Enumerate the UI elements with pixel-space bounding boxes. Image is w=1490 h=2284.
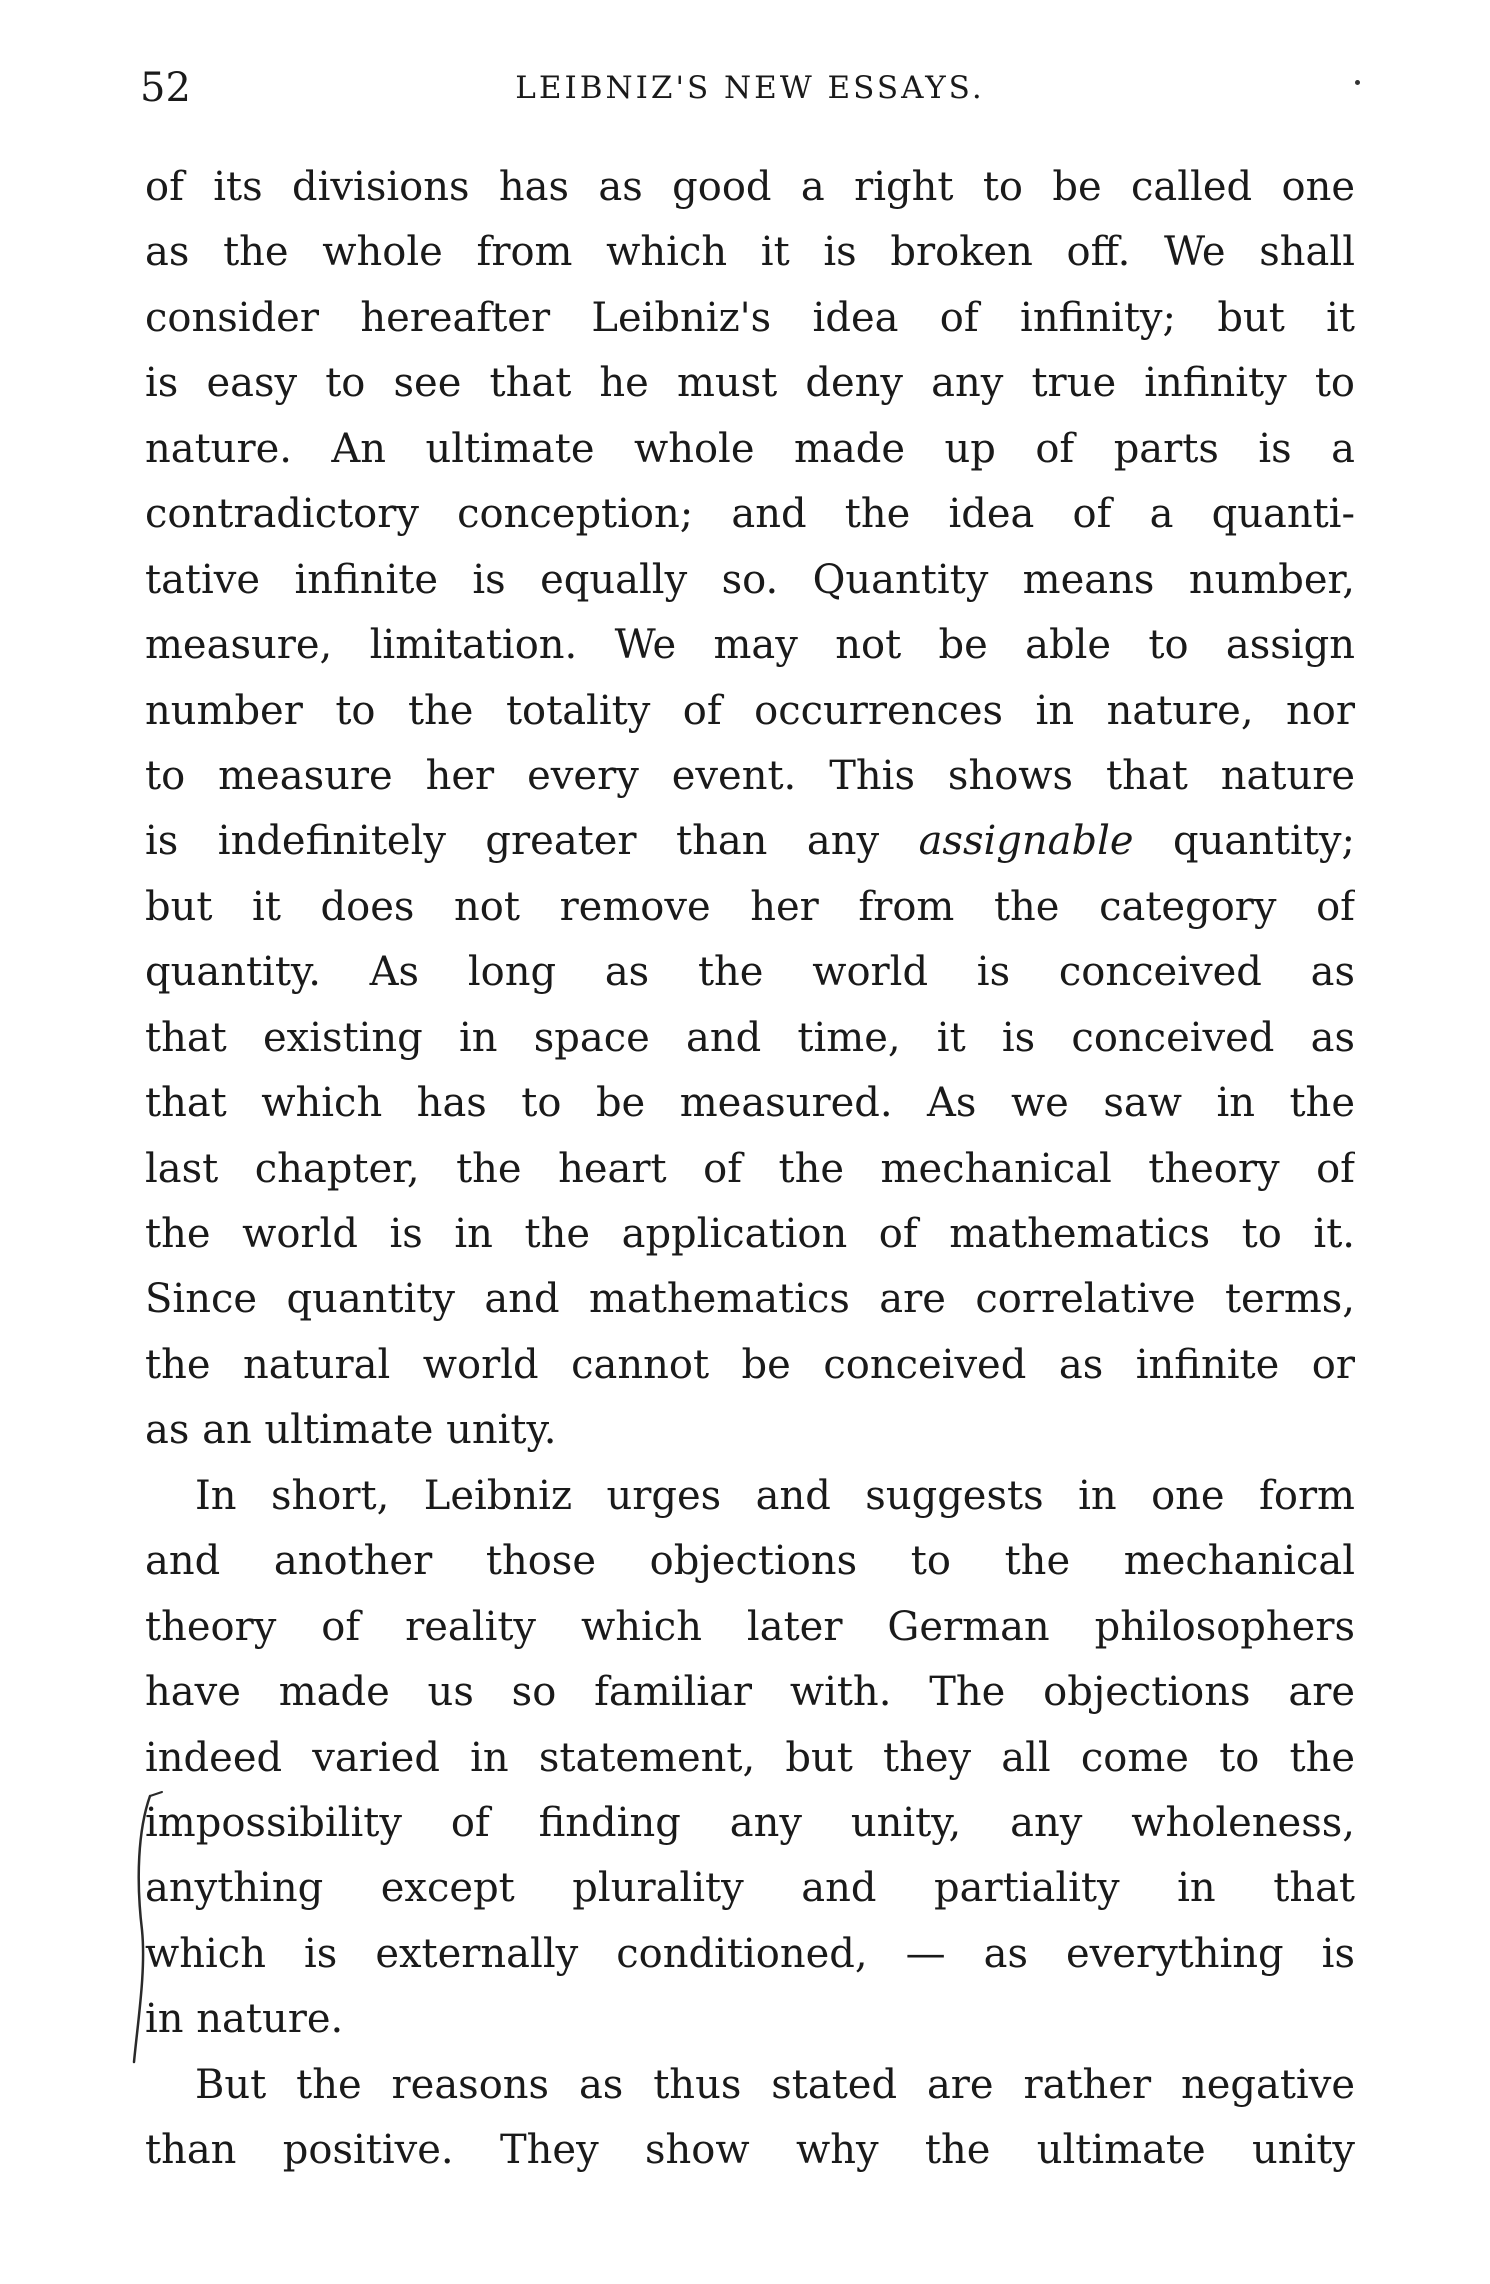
text-line: that existing in space and time, it is conceived as — [145, 1014, 1355, 1061]
text-line: number to the totality of occurrences in nature, nor — [145, 687, 1355, 734]
paragraph-first-line: In short, Leibniz urges and suggests in one form — [195, 1472, 1355, 1519]
text-line: nature. An ultimate whole made up of parts is a — [145, 425, 1355, 472]
text-line: measure, limitation. We may not be able to assign — [145, 622, 1355, 669]
running-title: LEIBNIZ'S NEW ESSAYS. — [515, 70, 985, 106]
text-line: Since quantity and mathematics are correlative terms, — [145, 1276, 1355, 1323]
text-line: is easy to see that he must deny any true infinity to — [145, 360, 1355, 407]
text-line: as the whole from which it is broken off. We shall — [145, 229, 1355, 276]
text-line: impossibility of finding any unity, any wholeness, — [145, 1799, 1355, 1846]
paragraph-first-line: But the reasons as thus stated are rather negative — [195, 2061, 1355, 2108]
text-line: but it does not remove her from the category of — [145, 883, 1355, 930]
text-line: than positive. They show why the ultimate unity — [145, 2127, 1355, 2174]
ink-speck — [1355, 80, 1360, 85]
text-line: consider hereafter Leibniz's idea of infinity; but it — [145, 294, 1355, 341]
text-line: theory of reality which later German philosophers — [145, 1603, 1355, 1650]
text-line: contradictory conception; and the idea of a quanti- — [145, 491, 1355, 538]
page-header — [140, 58, 1360, 118]
text-line: and another those objections to the mechanical — [145, 1538, 1355, 1585]
text-run: is indefinitely greater than any — [145, 818, 919, 865]
body-text — [145, 155, 1355, 2184]
text-line: which is externally conditioned, — as everything is — [145, 1930, 1355, 1977]
text-run: quantity; — [1133, 818, 1355, 865]
text-line: anything except plurality and partiality in that — [145, 1865, 1355, 1912]
text-line: of its divisions has as good a right to be called one — [145, 164, 1355, 210]
text-line: tative infinite is equally so. Quantity means number, — [145, 556, 1355, 603]
text-line: that which has to be measured. As we saw in the — [145, 1080, 1355, 1127]
text-line — [145, 809, 1355, 874]
text-line: have made us so familiar with. The objections are — [145, 1669, 1355, 1716]
text-line: the world is in the application of mathematics to it. — [145, 1211, 1355, 1257]
text-line: the natural world cannot be conceived as infinite or — [145, 1341, 1355, 1388]
text-line: last chapter, the heart of the mechanical theory of — [145, 1145, 1355, 1192]
text-line: in nature. — [145, 1996, 344, 2043]
text-line: indeed varied in statement, but they all come to the — [145, 1734, 1355, 1781]
italic-word: assignable — [918, 818, 1134, 865]
text-line: as an ultimate unity. — [145, 1407, 557, 1454]
page-number: 52 — [140, 65, 191, 111]
text-line: to measure her every event. This shows that nature — [145, 752, 1355, 799]
text-line: quantity. As long as the world is conceived as — [145, 949, 1355, 996]
